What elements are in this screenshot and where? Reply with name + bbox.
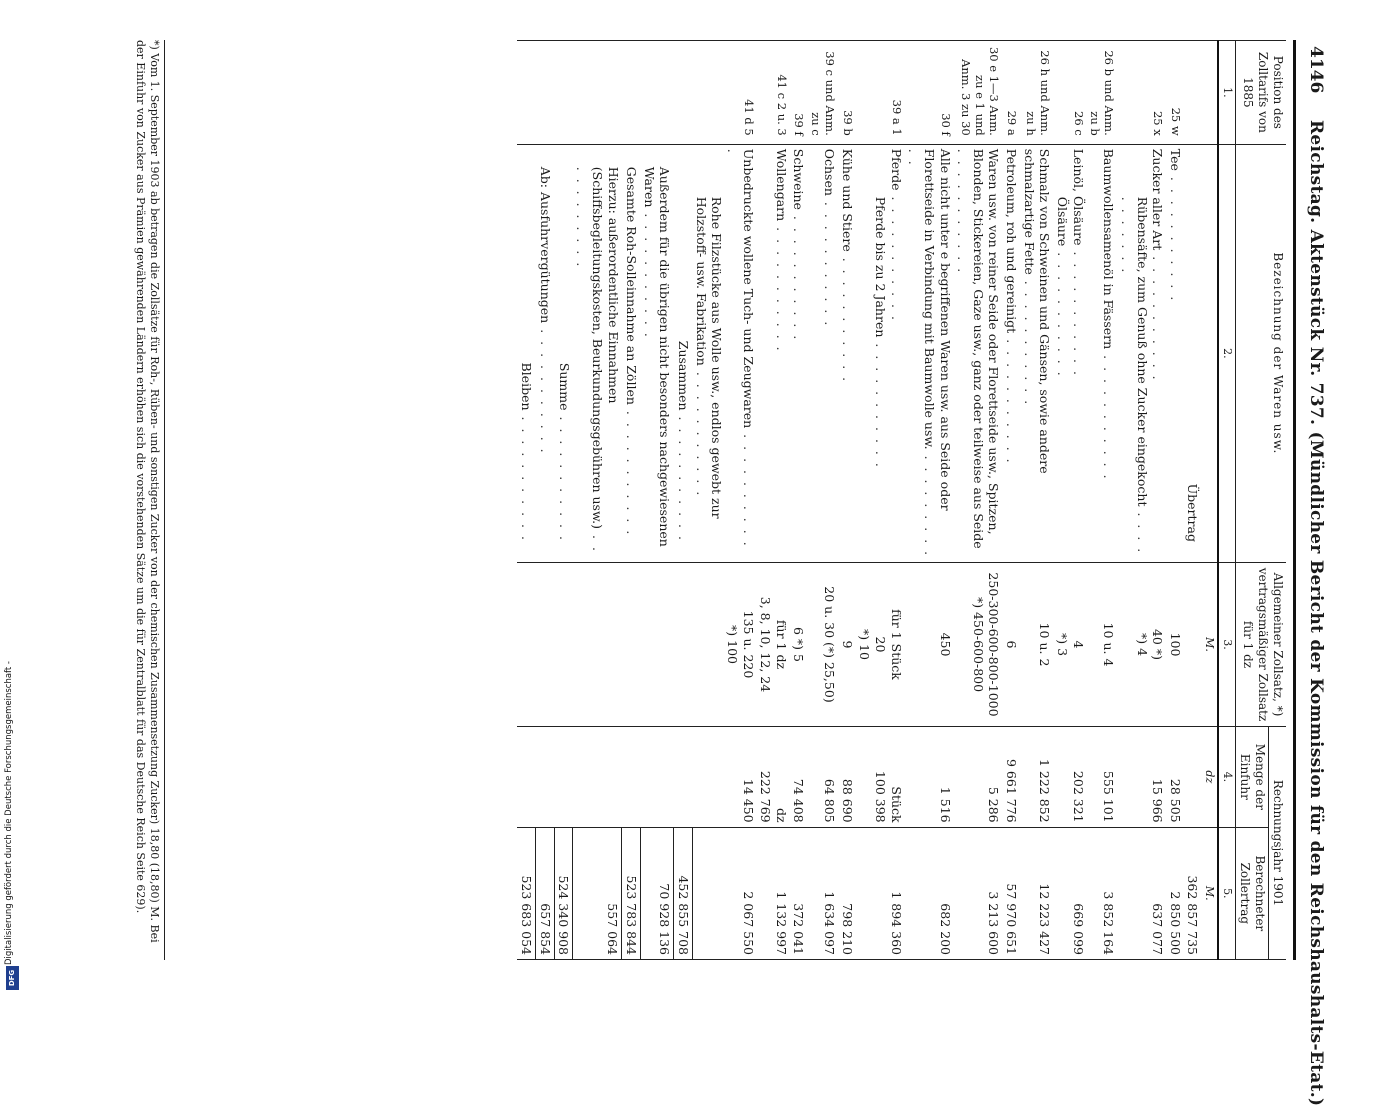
position-cell (573, 41, 622, 145)
description-cell (1087, 144, 1118, 562)
table-row (808, 41, 839, 960)
rate-cell (808, 562, 839, 726)
position-cell: 26 h und Anm. zu h (1020, 41, 1053, 145)
table-row (1053, 41, 1086, 960)
description-text: Schmalz von Schweinen und Gänsen, sowie andere schmalzartige Fette . . . (1021, 149, 1052, 558)
table-row (905, 41, 954, 960)
rate-subtext: *) 3 (1055, 632, 1070, 657)
summary-row (640, 41, 673, 960)
document-page (80, 40, 1330, 1106)
table-row (1184, 41, 1202, 960)
unit-cell (1202, 144, 1219, 562)
rate-cell (573, 562, 622, 726)
position-cell (674, 41, 693, 145)
amount-cell: 798 210 (838, 827, 856, 959)
position-cell: 39 b (838, 41, 856, 145)
quantity-text: 28 505 (1167, 778, 1183, 823)
description-text: Übertrag (1185, 483, 1201, 542)
summary-label (536, 144, 555, 562)
position-cell (622, 41, 641, 145)
position-cell: 39 a 1 (856, 41, 905, 145)
position-cell: 41 d 5 (692, 41, 757, 145)
column-number: 5. (1218, 827, 1235, 959)
summary-amount: 657 854 (536, 827, 555, 959)
dfg-logo-text: DFG (8, 969, 17, 987)
position-cell: 26 b und Anm. zu b (1087, 41, 1118, 145)
position-cell: 29 a (1003, 41, 1021, 145)
quantity-cell (856, 727, 905, 828)
summary-amount: 523 783 844 (622, 827, 641, 959)
dfg-logo (6, 966, 19, 990)
description-cell (808, 144, 839, 562)
rate-cell (905, 562, 954, 726)
rate-cell (757, 562, 790, 726)
quantity-text: 1 222 852 (1037, 759, 1053, 823)
quantity-text: 14 450 (740, 778, 756, 823)
amount-cell: 12 223 427 (1020, 827, 1053, 959)
page-number: 4146 (1306, 46, 1326, 94)
funding-note: Digitalisierung gefördert durch die Deutsche Forschungsgemeinschaft - (4, 661, 14, 965)
description-cell (905, 144, 954, 562)
summary-label (622, 144, 641, 562)
table-row (1020, 41, 1053, 960)
rate-cell (1166, 562, 1184, 726)
rate-subtext: 20 (873, 636, 889, 653)
description-text: Alle nicht unter e begriffenen Waren usw. aus Seide oder Florettseide in Verbindung mit Baumwolle usw. . . . (906, 149, 953, 558)
summary-amount: 523 683 054 (517, 827, 535, 959)
rate-text: 6 (1004, 640, 1020, 649)
rate-cell (838, 562, 856, 726)
summary-label (573, 144, 622, 562)
amount-cell: 1 634 097 (808, 827, 839, 959)
rate-cell (1020, 562, 1053, 726)
table-row (856, 41, 905, 960)
summary-label (640, 144, 673, 562)
unit-cell (1202, 41, 1219, 145)
customs-revenue-table (517, 40, 1286, 960)
rate-subtext: *) 450-600-800 (970, 596, 986, 693)
column-number: 1. (1218, 41, 1235, 145)
description-cell (1166, 144, 1184, 562)
rate-cell (790, 562, 808, 726)
table-row (692, 41, 757, 960)
description-text: Ochsen . . . (822, 149, 838, 558)
table-row (1087, 41, 1118, 960)
quantity-cell (808, 727, 839, 828)
column-numbers-row (1218, 41, 1235, 960)
description-text: Tee . . . (1167, 149, 1183, 558)
rate-text: für 1 dz (773, 619, 789, 670)
table-body (517, 41, 1201, 960)
table-row (757, 41, 790, 960)
summary-label (517, 144, 535, 562)
quantity-text: 100 398 (873, 770, 889, 823)
description-subtext: Ölsäure . . . (1054, 149, 1070, 558)
amount-cell: 362 857 735 (1184, 827, 1202, 959)
summary-label-text: Gesamte Roh-Solleinnahme an Zöllen . . . (624, 167, 640, 558)
amount-cell: 637 077 (1117, 827, 1166, 959)
rate-subtext: *) 100 (725, 625, 740, 664)
column-number: 2. (1218, 144, 1235, 562)
quantity-cell (1087, 727, 1118, 828)
rate-cell (536, 562, 555, 726)
quantity-cell (692, 727, 757, 828)
summary-label-text: Außerdem für die übrigen nicht besonders nachgewiesenen Waren . . . (641, 167, 672, 558)
header-amount: Berechneter Zollertrag (1236, 827, 1269, 959)
position-cell (554, 41, 573, 145)
description-cell (1184, 144, 1202, 562)
position-cell: 39 f (790, 41, 808, 145)
rate-text: 450 (937, 632, 953, 657)
position-cell (640, 41, 673, 145)
column-number: 4. (1218, 727, 1235, 828)
position-cell (536, 41, 555, 145)
rate-cell (954, 562, 1003, 726)
rate-cell (1087, 562, 1118, 726)
rate-text: 10 u. 2 (1037, 622, 1053, 667)
quantity-text: 202 321 (1070, 770, 1086, 823)
description-cell (692, 144, 757, 562)
summary-row (573, 41, 622, 960)
table-row (954, 41, 1003, 960)
amount-cell: 3 213 600 (954, 827, 1003, 959)
table-row (1166, 41, 1184, 960)
description-subtext: Rübensäfte, zum Genuß ohne Zucker eingekocht . . . (1118, 149, 1149, 558)
position-cell: 41 c 2 u. 3 (757, 41, 790, 145)
header-rate: Allgemeiner Zollsatz, *) vertragsmäßiger Zollsatz für 1 dz (1236, 562, 1287, 726)
rate-cell (674, 562, 693, 726)
description-cell (790, 144, 808, 562)
table-header-row (1269, 41, 1287, 960)
header-description: Bezeichnung der Waren usw. (1236, 144, 1287, 562)
quantity-cell (554, 727, 573, 828)
rate-text: 6 *) 5 (791, 627, 807, 662)
digitization-sidebar (4, 0, 16, 1000)
units-row (1202, 41, 1219, 960)
table-row (838, 41, 856, 960)
amount-cell: 1 894 360 (856, 827, 905, 959)
quantity-unit: Stück (888, 786, 904, 823)
table-row (1003, 41, 1021, 960)
rate-cell (1053, 562, 1086, 726)
header-quantity: Menge der Einfuhr (1236, 727, 1269, 828)
rate-cell (1003, 562, 1021, 726)
position-cell: 30 f (905, 41, 954, 145)
description-cell (1020, 144, 1053, 562)
rate-cell (692, 562, 757, 726)
description-cell (1117, 144, 1166, 562)
description-text: Zucker aller Art . . . (1150, 149, 1166, 558)
position-cell: 30 e 1—3 Anm. zu e 1 und Anm. 3 zu 30 (954, 41, 1003, 145)
description-text: Kühe und Stiere . . . (839, 149, 855, 558)
quantity-cell (640, 727, 673, 828)
amount-cell: 372 041 (790, 827, 808, 959)
summary-label-text: Zusammen . . . (676, 149, 692, 542)
amount-cell: 1 132 997 (757, 827, 790, 959)
description-cell (1053, 144, 1086, 562)
description-text: Baumwollensamenöl in Fässern . . . (1101, 149, 1117, 558)
description-text: Waren usw. von reiner Seide oder Florettseide usw., Spitzen, Blonden, Stickereien, Gaze usw., ganz oder teilweise aus Seide . . . (955, 149, 1002, 558)
description-cell (954, 144, 1003, 562)
quantity-unit: dz (773, 808, 789, 823)
quantity-text: 555 101 (1101, 770, 1117, 823)
description-subtext: Pferde bis zu 2 Jahren . . . (873, 149, 889, 558)
quantity-cell (674, 727, 693, 828)
summary-amount: 70 928 136 (640, 827, 673, 959)
rate-text: 9 (839, 640, 855, 649)
rate-cell (856, 562, 905, 726)
description-text: Unbedruckte wollene Tuch- und Zeugwaren . . . (724, 149, 755, 558)
rate-text: für 1 Stück (888, 609, 904, 680)
rate-text: 4 (1070, 640, 1086, 649)
header-rule (1293, 40, 1296, 960)
quantity-cell (622, 727, 641, 828)
position-cell: 25 w (1166, 41, 1184, 145)
quantity-text: 222 769 (758, 770, 774, 823)
rate-subtext: *) 4 (1134, 632, 1150, 657)
rate-text: 10 u. 4 (1101, 622, 1117, 667)
quantity-cell (1184, 727, 1202, 828)
position-cell (517, 41, 535, 145)
quantity-text: 5 286 (986, 786, 1002, 823)
summary-amount: 524 340 908 (554, 827, 573, 959)
page-title: Reichstag. Aktenstück Nr. 737. (Mündlicher Bericht der Kommission für den Reichshaushalts-Etat.) (1306, 120, 1326, 1106)
summary-label (674, 144, 693, 562)
table-row (790, 41, 808, 960)
quantity-text: 15 966 (1150, 778, 1166, 823)
summary-row (622, 41, 641, 960)
rate-subtext: 3, 8, 10, 12, 24 (758, 596, 774, 693)
description-cell (757, 144, 790, 562)
description-cell (856, 144, 905, 562)
rate-cell (1184, 562, 1202, 726)
description-text: Schweine . . . (791, 149, 807, 558)
quantity-cell (517, 727, 535, 828)
description-text: Pferde . . . (888, 149, 904, 558)
amount-cell: 57 970 651 (1003, 827, 1021, 959)
summary-row (536, 41, 555, 960)
rate-cell (622, 562, 641, 726)
position-cell (1184, 41, 1202, 145)
rate-text: 250-300-600-800-1000 (986, 572, 1002, 717)
column-number: 3. (1218, 562, 1235, 726)
position-cell: 39 c und Anm. zu c (808, 41, 839, 145)
quantity-cell (790, 727, 808, 828)
amount-cell: 2 067 550 (692, 827, 757, 959)
footnote: *) Vom 1. September 1903 ab betragen die Zollsätze für Roh-, Rüben- und sonstigen Zucker von der chemischen Zusammensetzung Zucker) 18,80 (18,80) M. Bei der Einfuhr von Zucker aus Prämien gewährenden Ländern erhöhen sich die vorstehenden Sätze um die für Zentralblatt für das Deutsche Reich Seite 629). (132, 40, 165, 960)
amount-cell: 3 852 164 (1087, 827, 1118, 959)
quantity-cell (1117, 727, 1166, 828)
rate-text: 20 u. 30 (*) 25,50) (822, 586, 838, 703)
summary-row (674, 41, 693, 960)
amount-cell: 2 850 500 (1166, 827, 1184, 959)
rate-cell (1117, 562, 1166, 726)
amount-cell: 682 200 (905, 827, 954, 959)
summary-amount: 452 855 708 (674, 827, 693, 959)
summary-row (554, 41, 573, 960)
quantity-text: 1 516 (937, 786, 953, 823)
quantity-cell (757, 727, 790, 828)
description-text: Wollengarn . . . (773, 149, 789, 558)
quantity-cell (1053, 727, 1086, 828)
quantity-text: 88 690 (839, 778, 855, 823)
quantity-text: 74 408 (791, 778, 807, 823)
table-row (1117, 41, 1166, 960)
description-cell (838, 144, 856, 562)
header-position: Position des Zolltarifs von 1885 (1236, 41, 1287, 145)
quantity-cell (536, 727, 555, 828)
position-cell: 25 x (1117, 41, 1166, 145)
amount-cell: 669 099 (1053, 827, 1086, 959)
quantity-text: 9 661 776 (1004, 759, 1020, 823)
summary-label-text: Summe . . . (556, 149, 572, 542)
quantity-cell (1003, 727, 1021, 828)
unit-quantity: dz (1202, 727, 1219, 828)
rate-cell (554, 562, 573, 726)
quantity-cell (905, 727, 954, 828)
summary-row (517, 41, 535, 960)
quantity-cell (954, 727, 1003, 828)
rate-subtext: *) 10 (857, 628, 873, 660)
description-cell (1003, 144, 1021, 562)
rate-text: 100 (1167, 632, 1183, 657)
quantity-cell (1166, 727, 1184, 828)
summary-label-text: Hierzu: außerordentliche Einnahmen (Schiffsbegleitungskosten, Beurkundungsgebühren usw.) . . . (574, 167, 621, 558)
summary-amount: 557 064 (573, 827, 622, 959)
unit-amount: M. (1202, 827, 1219, 959)
position-cell: 26 c (1053, 41, 1086, 145)
description-subtext: Rohe Filzstücke aus Wolle usw., endlos gewebt zur Holzstoff- usw. Fabrikation . . . (693, 149, 724, 558)
rate-text: 135 u. 220 (740, 610, 756, 679)
unit-rate: M. (1202, 562, 1219, 726)
summary-label-text: Ab: Ausfuhrvergütungen . . . (538, 167, 554, 558)
rate-cell (517, 562, 535, 726)
page-header (1302, 40, 1330, 1106)
quantity-cell (1020, 727, 1053, 828)
quantity-cell (838, 727, 856, 828)
quantity-cell (573, 727, 622, 828)
quantity-text: 64 805 (822, 778, 838, 823)
header-year-group: Rechnungsjahr 1901 (1269, 727, 1287, 960)
rate-text: 40 *) (1150, 628, 1166, 660)
summary-label (554, 144, 573, 562)
description-text: Leinöl, Ölsäure . . . (1070, 149, 1086, 558)
rate-cell (640, 562, 673, 726)
summary-label-text: Bleiben . . . (519, 149, 535, 542)
description-text: Petroleum, roh und gereinigt . . . (1004, 149, 1020, 558)
